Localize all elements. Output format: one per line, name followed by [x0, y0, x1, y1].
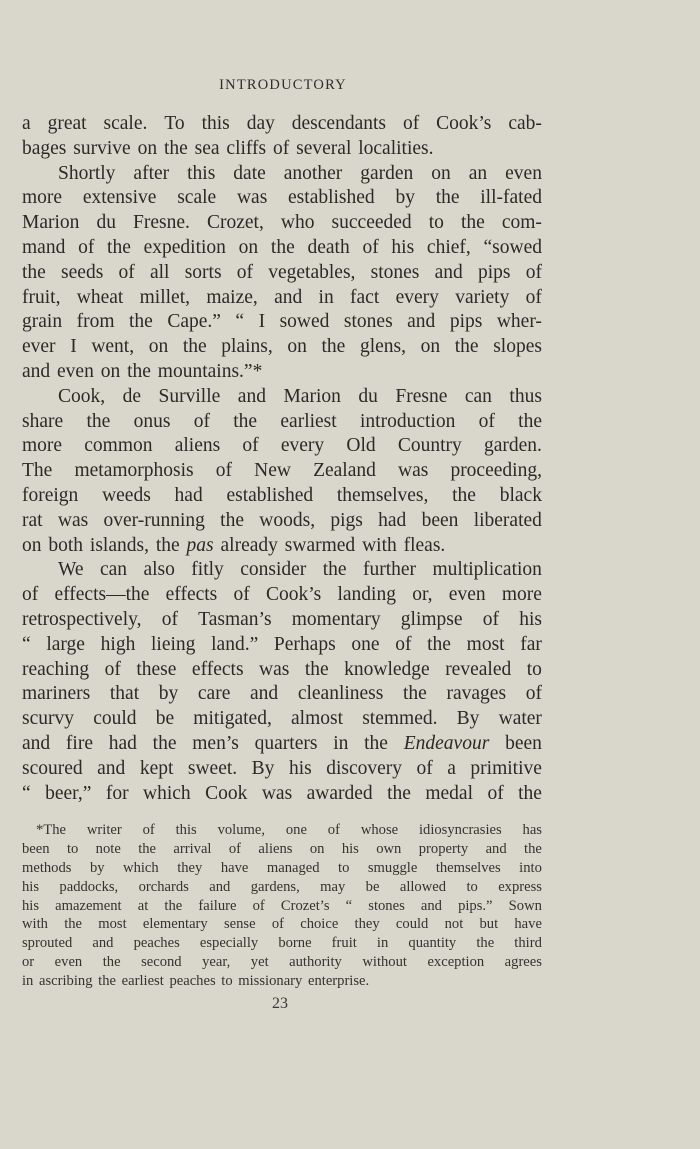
footnote-line: *The writer of this volume, one of whose idiosyncrasies has [36, 822, 542, 838]
body-text-line: bages survive on the sea cliffs of several localities. [22, 137, 434, 159]
body-text-line: The metamorphosis of New Zealand was proceeding, [22, 460, 542, 482]
body-text-line: reaching of these effects was the knowledge revealed to [22, 658, 542, 680]
body-text-line: Cook, de Surville and Marion du Fresne can thus [58, 385, 542, 407]
running-head: INTRODUCTORY [219, 77, 347, 93]
body-text-line: of effects—the effects of Cook’s landing or, even more [22, 584, 542, 606]
footnote-line: or even the second year, yet authority without exception agrees [22, 954, 542, 971]
body-text [22, 112, 542, 806]
footnote-line: sprouted and peaches especially borne fruit in quantity the third [22, 935, 542, 952]
footnote-line: his paddocks, orchards and gardens, may be allowed to express [22, 878, 542, 895]
body-text-line: foreign weeds had established themselves, the black [22, 484, 542, 506]
body-text-line: ever I went, on the plains, on the glens, on the slopes [22, 336, 542, 358]
body-text-line: We can also fitly consider the further multiplication [58, 559, 542, 581]
body-text-line: retrospectively, of Tasman’s momentary glimpse of his [22, 608, 542, 630]
body-text-line: more extensive scale was established by the ill-fated [22, 187, 542, 209]
body-text-line: rat was over-running the woods, pigs had been liberated [22, 509, 542, 531]
footnote-line: methods by which they have managed to smuggle themselves into [22, 859, 542, 876]
body-text-line: mariners that by care and cleanliness the ravages of [22, 683, 542, 705]
body-text-line: and fire had the men’s quarters in the Endeavour been [22, 732, 542, 754]
body-text-line: mand of the expedition on the death of his chief, “sowed [22, 236, 542, 258]
page-number: 23 [272, 995, 288, 1012]
body-text-line: on both islands, the pas already swarmed with fleas. [22, 534, 446, 556]
body-text-line: Marion du Fresne. Crozet, who succeeded to the com- [22, 212, 542, 234]
body-text-line: scoured and kept sweet. By his discovery of a primitive [22, 757, 542, 779]
body-text-line: fruit, wheat millet, maize, and in fact every variety of [22, 286, 542, 308]
body-text-line: “ large high lieing land.” Perhaps one of the most far [22, 633, 542, 655]
body-text-line: and even on the mountains.”* [22, 360, 263, 382]
footnotes [22, 821, 542, 991]
body-text-line: grain from the Cape.” “ I sowed stones and pips wher- [22, 311, 542, 333]
body-text-line: share the onus of the earliest introduction of the [22, 410, 542, 432]
footnote-line: with the most elementary sense of choice they could not but have [22, 916, 542, 933]
body-text-line: “ beer,” for which Cook was awarded the medal of the [22, 782, 542, 804]
body-text-line: a great scale. To this day descendants of Cook’s cab- [22, 113, 542, 134]
body-text-line: the seeds of all sorts of vegetables, stones and pips of [22, 261, 542, 283]
footnote-line: his amazement at the failure of Crozet’s “ stones and pips.” Sown [22, 897, 542, 914]
footnote-line: in ascribing the earliest peaches to missionary enterprise. [22, 973, 370, 990]
body-text-line: scurvy could be mitigated, almost stemmed. By water [22, 708, 542, 730]
body-text-line: more common aliens of every Old Country garden. [22, 435, 542, 457]
footnote-line: been to note the arrival of aliens on his own property and the [22, 840, 542, 857]
body-text-line: Shortly after this date another garden on an even [58, 162, 542, 184]
